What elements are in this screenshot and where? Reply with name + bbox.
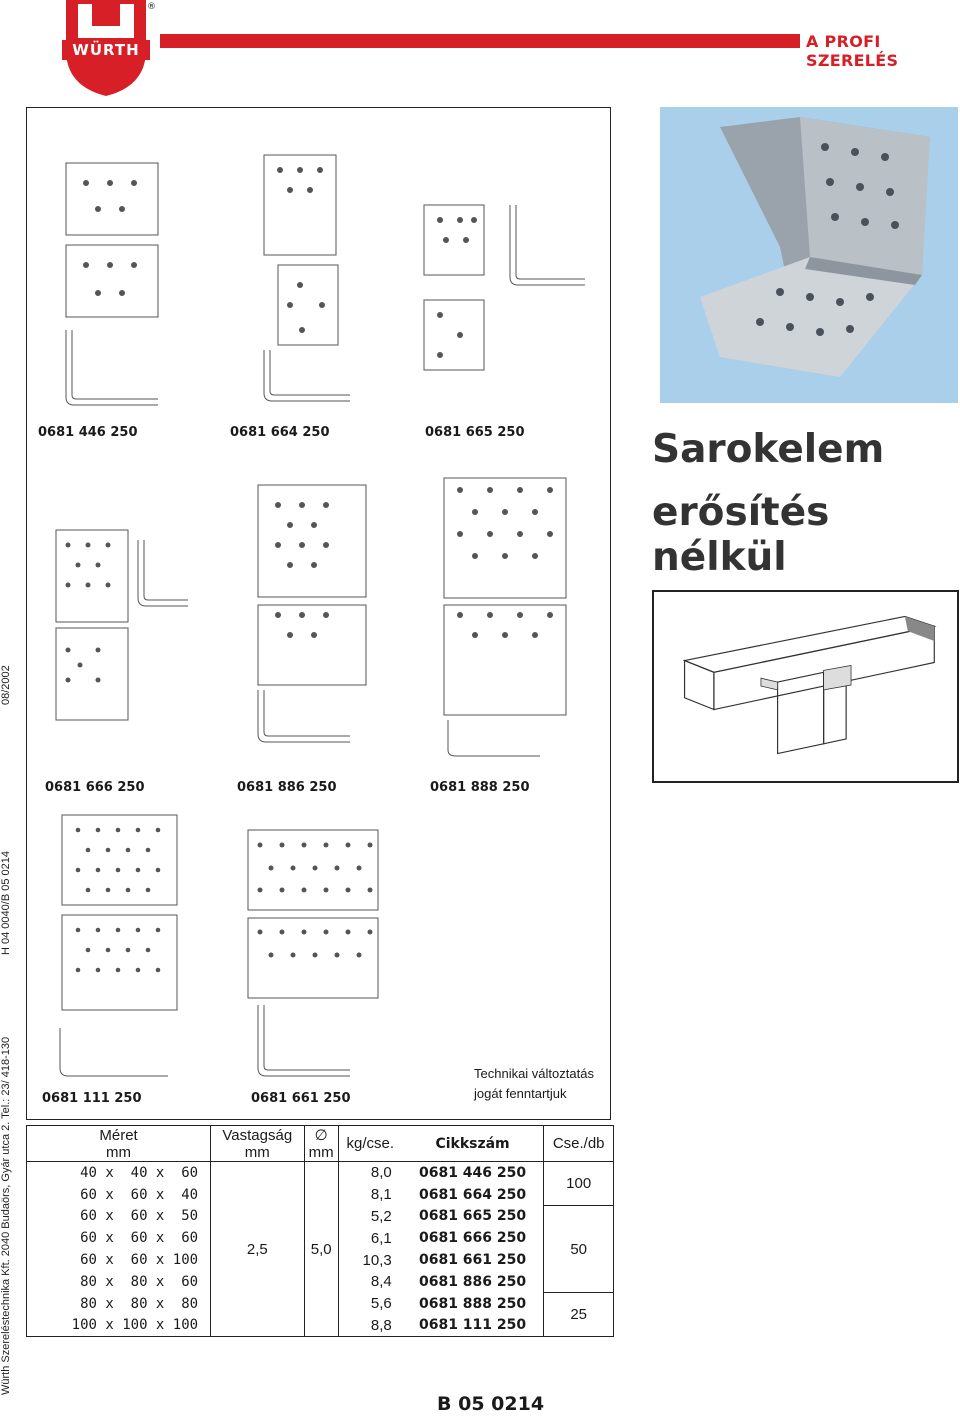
header-size: Méret mm <box>27 1126 211 1162</box>
cell-size: 40 x 40 x 60 <box>27 1162 211 1184</box>
page-code: B 05 0214 <box>437 1393 545 1415</box>
cell-weight: 8,0 <box>338 1162 401 1184</box>
product-title: Sarokelem <box>652 427 885 472</box>
header-red-bar <box>160 34 800 48</box>
drawing-code: 0681 666 250 <box>45 780 145 795</box>
cell-article: 0681 446 250 <box>402 1162 544 1184</box>
drawing-0681-661-250 <box>230 800 420 1090</box>
drawing-code: 0681 661 250 <box>251 1091 351 1106</box>
drawing-0681-665-250 <box>410 175 600 375</box>
header-article: Cikkszám <box>402 1126 544 1162</box>
drawing-code: 0681 886 250 <box>237 780 337 795</box>
header-diameter: ∅ mm <box>304 1126 338 1162</box>
drawing-code: 0681 111 250 <box>42 1091 142 1106</box>
note-line-1: Technikai változtatás <box>474 1066 594 1081</box>
cell-size: 60 x 60 x 40 <box>27 1184 211 1206</box>
cell-size: 60 x 60 x 60 <box>27 1227 211 1249</box>
specification-table <box>26 1125 614 1337</box>
cell-weight: 6,1 <box>338 1227 401 1249</box>
cell-size: 60 x 60 x 100 <box>27 1249 211 1271</box>
cell-article: 0681 666 250 <box>418 1230 527 1247</box>
cell-pack: 50 <box>544 1206 614 1293</box>
cell-article: 0681 888 250 <box>418 1295 527 1312</box>
drawing-0681-664-250 <box>240 125 410 415</box>
cell-size: 80 x 80 x 60 <box>27 1271 211 1293</box>
cell-article: 0681 886 250 <box>418 1273 527 1290</box>
technical-change-note <box>474 1064 594 1104</box>
product-photo <box>660 107 958 403</box>
cell-weight: 8,8 <box>338 1315 401 1337</box>
cell-weight: 10,3 <box>338 1249 401 1271</box>
cell-size: 80 x 80 x 80 <box>27 1293 211 1315</box>
cell-size: 60 x 60 x 50 <box>27 1206 211 1228</box>
note-line-2: jogát fenntartjuk <box>474 1086 567 1101</box>
slogan: A PROFI SZERELÉS <box>806 32 899 70</box>
drawing-code: 0681 664 250 <box>230 425 330 440</box>
drawing-0681-111-250 <box>38 800 208 1090</box>
drawing-0681-888-250 <box>420 450 610 770</box>
drawing-code: 0681 665 250 <box>425 425 525 440</box>
document-date: 08/2002 <box>0 665 12 705</box>
header-pack: Cse./db <box>544 1126 614 1162</box>
cell-article: 0681 661 250 <box>418 1252 527 1269</box>
cell-weight: 5,2 <box>338 1206 401 1228</box>
company-address: Würth Szereléstechnika Kft. 2040 Budaörs, Gyár utca 2. Tel.: 23/ 418-130 <box>0 1036 12 1395</box>
cell-article: 0681 665 250 <box>418 1208 527 1225</box>
cell-article: 0681 111 250 <box>402 1315 544 1337</box>
cell-weight: 8,1 <box>338 1184 401 1206</box>
application-illustration <box>652 590 959 783</box>
drawing-0681-666-250 <box>38 450 208 770</box>
header-thickness: Vastagság mm <box>211 1126 304 1162</box>
table-header-row <box>27 1126 614 1162</box>
wurth-logo-text: WÜRTH <box>62 40 150 60</box>
cell-article: 0681 664 250 <box>418 1186 527 1203</box>
cell-pack: 100 <box>544 1162 614 1206</box>
registered-mark: ® <box>147 2 156 12</box>
drawing-code: 0681 446 250 <box>38 425 138 440</box>
cell-weight: 8,4 <box>338 1271 401 1293</box>
document-id: H 04 0040/B 05 0214 <box>0 851 12 955</box>
cell-weight: 5,6 <box>338 1293 401 1315</box>
cell-size: 100 x 100 x 100 <box>27 1315 211 1337</box>
cell-pack: 25 <box>544 1293 614 1337</box>
product-subtitle: erősítés nélkül <box>652 490 830 580</box>
drawing-0681-446-250 <box>38 125 208 415</box>
drawing-0681-886-250 <box>230 450 400 770</box>
drawing-code: 0681 888 250 <box>430 780 530 795</box>
header-weight: kg/cse. <box>338 1126 401 1162</box>
table-row <box>27 1162 614 1184</box>
cell-thickness: 2,5 <box>211 1162 304 1337</box>
cell-diameter: 5,0 <box>304 1162 338 1337</box>
